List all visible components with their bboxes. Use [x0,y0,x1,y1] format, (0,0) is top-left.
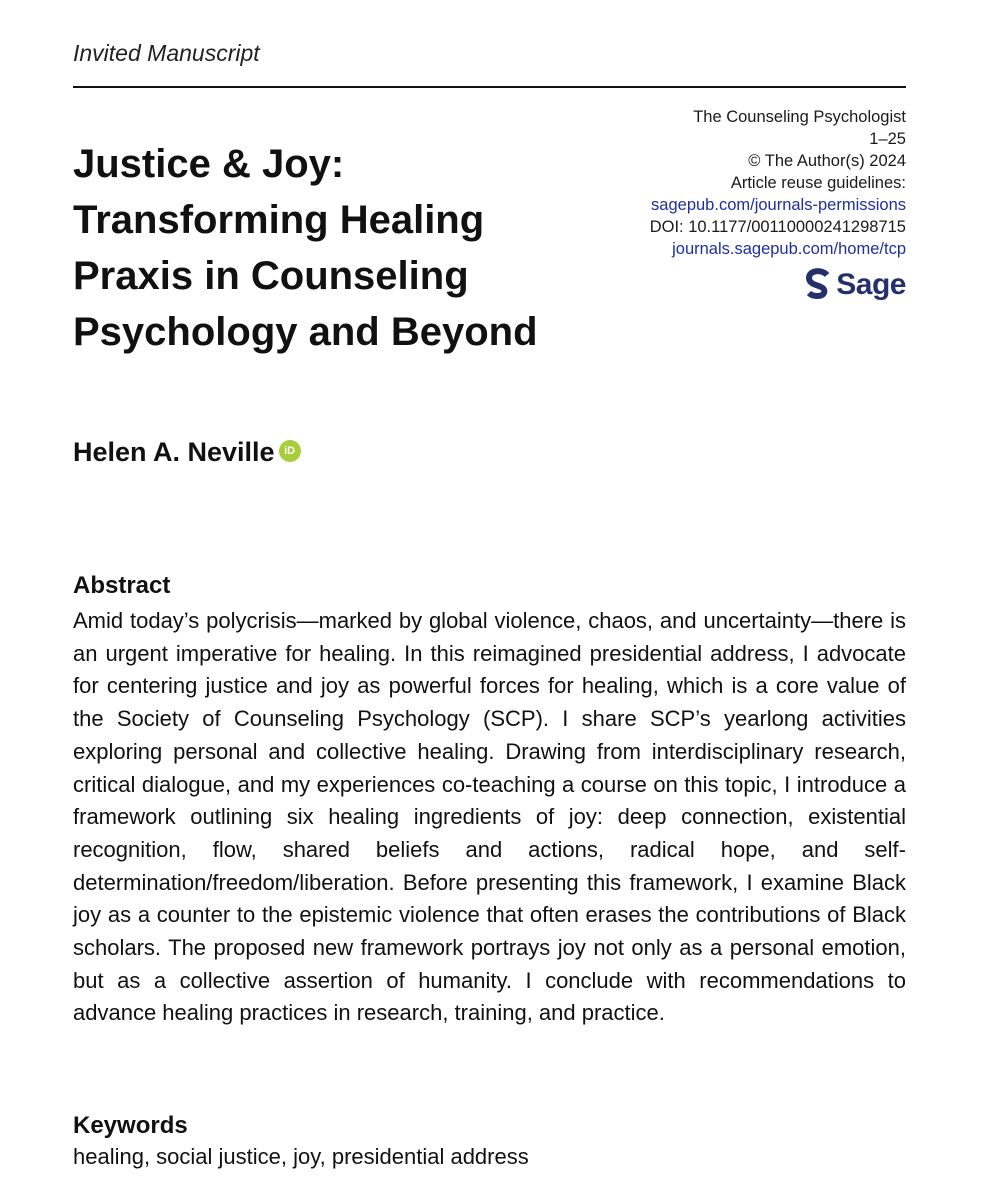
article-title: Justice & Joy: Transforming Healing Praxis in Counseling Psychology and Beyond [73,142,538,354]
journal-home-link[interactable]: journals.sagepub.com/home/tcp [672,240,906,258]
doi: DOI: 10.1177/00110000241298715 [649,218,906,236]
reuse-label: Article reuse guidelines: [730,174,906,192]
abstract-text: Amid today’s polycrisis—marked by global violence, chaos, and uncertainty—there is an urgent imperative for healing. In this reimagined presidential address, I advocate for centering justice and joy as powerful forces for healing, which is a core value of the Society of Counseling Psychology (SCP). I share SCP’s yearlong activities exploring personal and collective healing. Drawing from interdisciplinary research, critical dialogue, and my experiences co-teaching a course on this topic, I introduce a framework outlining six healing ingredients of joy: deep connection, existential recognition, flow, shared beliefs and actions, radical hope, and self-determination/freedom/liberation. Before presenting this framework, I examine Black joy as a counter to the epistemic violence that often erases the contributions of Black scholars. The proposed new framework portrays joy not only as a personal emotion, but as a collective assertion of humanity. I conclude with recommendations to advance healing practices in research, training, and practice. [73,608,906,1026]
permissions-link[interactable]: sagepub.com/journals-permissions [651,196,906,214]
sage-s-logo-icon [805,268,831,302]
publisher-logo [805,268,906,302]
keywords-heading: Keywords [73,1112,188,1139]
journal-info [650,106,906,260]
author-name: Helen A. Neville [73,437,275,467]
section-label: Invited Manuscript [73,40,260,66]
abstract-heading: Abstract [73,572,171,599]
header-divider [73,86,906,88]
journal-name: The Counseling Psychologist [693,108,906,126]
page-range: 1–25 [869,130,906,148]
publisher-name: Sage [836,268,906,301]
orcid-icon[interactable]: iD [279,440,301,462]
author-line [73,437,301,468]
keywords-text: healing, social justice, joy, presidential address [73,1144,529,1169]
copyright: © The Author(s) 2024 [748,152,906,170]
